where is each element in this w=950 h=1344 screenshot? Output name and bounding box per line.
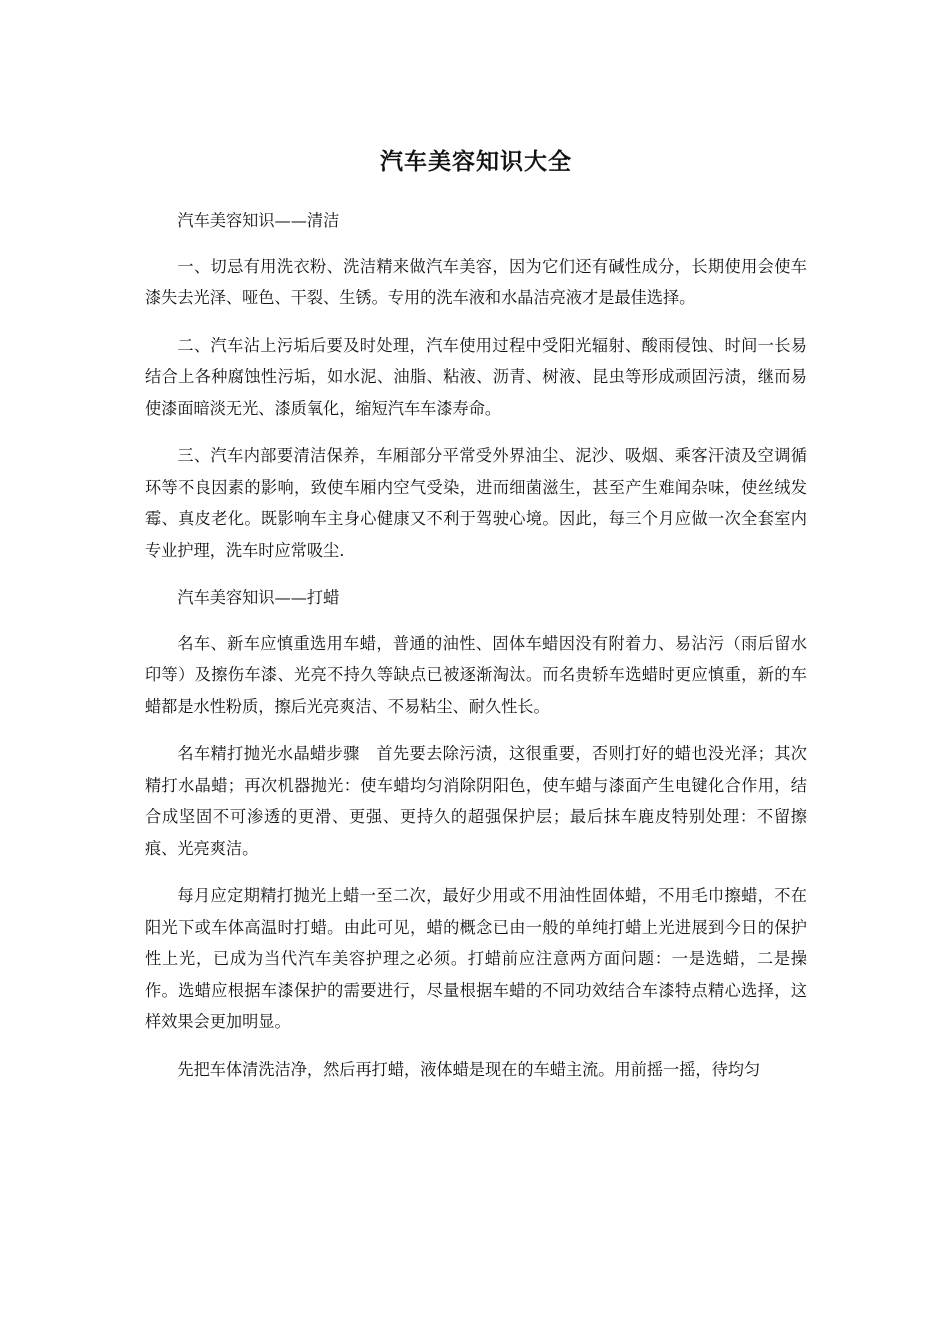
section-heading-cleaning: 汽车美容知识——清洁 [177, 211, 340, 230]
paragraph: 三、汽车内部要清洁保养，车厢部分平常受外界油尘、泥沙、吸烟、乘客汗渍及空调循环等不良因素的影响，致使车厢内空气受染，进而细菌滋生，甚至产生难闻杂味，使丝绒发霉、真皮老化。既影响车主身心健康又不利于驾驶心境。因此，每三个月应做一次全套室内专业护理，洗车时应常吸尘. [145, 446, 807, 560]
document-title: 汽车美容知识大全 [380, 148, 572, 175]
paragraph: 名车、新车应慎重选用车蜡，普通的油性、固体车蜡因没有附着力、易沾污（雨后留水印等）及擦伤车漆、光亮不持久等缺点已被逐渐淘汰。而名贵轿车选蜡时更应慎重，新的车蜡都是水性粉质，擦后光亮爽洁、不易粘尘、耐久性长。 [145, 633, 807, 716]
paragraph: 一、切忌有用洗衣粉、洗洁精来做汽车美容，因为它们还有碱性成分，长期使用会使车漆失去光泽、哑色、干裂、生锈。专用的洗车液和水晶洁亮液才是最佳选择。 [145, 256, 807, 307]
paragraph: 二、汽车沾上污垢后要及时处理，汽车使用过程中受阳光辐射、酸雨侵蚀、时间一长易结合上各种腐蚀性污垢，如水泥、油脂、粘液、沥青、树液、昆虫等形成顽固污渍，继而易使漆面暗淡无光、漆质氧化，缩短汽车车漆寿命。 [145, 335, 807, 418]
document-page [145, 0, 807, 1344]
section-heading-waxing: 汽车美容知识——打蜡 [177, 588, 340, 607]
document-body [145, 205, 807, 1101]
paragraph: 每月应定期精打抛光上蜡一至二次，最好少用或不用油性固体蜡，不用毛巾擦蜡，不在阳光下或车体高温时打蜡。由此可见，蜡的概念已由一般的单纯打蜡上光进展到今日的保护性上光，已成为当代汽车美容护理之必须。打蜡前应注意两方面问题：一是选蜡，二是操作。选蜡应根据车漆保护的需要进行，尽量根据车蜡的不同功效结合车漆特点精心选择，这样效果会更加明显。 [145, 886, 807, 1031]
paragraph: 先把车体清洗洁净，然后再打蜡，液体蜡是现在的车蜡主流。用前摇一摇，待均匀 [177, 1059, 761, 1079]
paragraph: 名车精打抛光水晶蜡步骤 首先要去除污渍，这很重要，否则打好的蜡也没光泽；其次精打水晶蜡；再次机器抛光：使车蜡均匀消除阴阳色，使车蜡与漆面产生电键化合作用，结合成坚固不可渗透的更滑、更强、更持久的超强保护层；最后抹车鹿皮特别处理：不留擦痕、光亮爽洁。 [145, 744, 807, 858]
